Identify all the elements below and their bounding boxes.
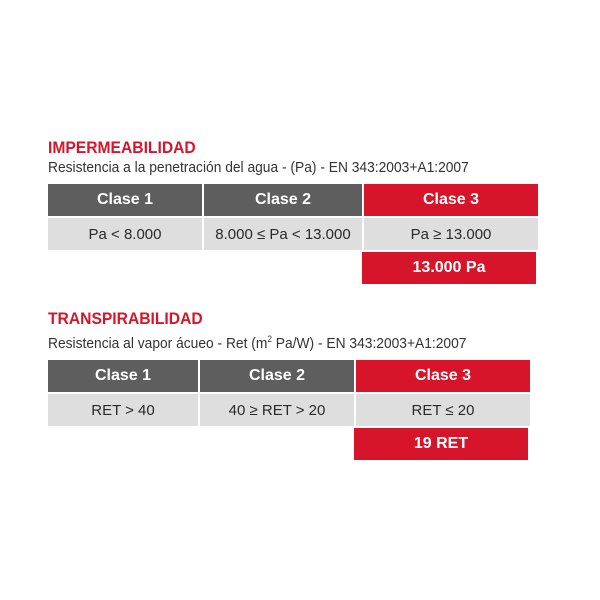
header-clase-1: Clase 1 bbox=[48, 360, 198, 392]
table-header-row bbox=[48, 360, 558, 392]
impermeabilidad-section bbox=[48, 138, 558, 284]
value-clase-3: RET ≤ 20 bbox=[356, 394, 530, 426]
header-clase-3: Clase 3 bbox=[356, 360, 530, 392]
table-header-row bbox=[48, 184, 558, 216]
header-clase-1: Clase 1 bbox=[48, 184, 202, 216]
table-values-row bbox=[48, 394, 558, 426]
table-result-row bbox=[48, 428, 558, 460]
value-clase-2: 8.000 ≤ Pa < 13.000 bbox=[204, 218, 362, 250]
table-result-row bbox=[48, 252, 558, 284]
value-clase-1: RET > 40 bbox=[48, 394, 198, 426]
header-clase-2: Clase 2 bbox=[204, 184, 362, 216]
result-badge: 19 RET bbox=[354, 428, 528, 460]
transpirabilidad-table bbox=[48, 360, 558, 460]
header-clase-2: Clase 2 bbox=[200, 360, 354, 392]
value-clase-2: 40 ≥ RET > 20 bbox=[200, 394, 354, 426]
transpirabilidad-title: TRANSPIRABILIDAD bbox=[48, 309, 203, 328]
impermeabilidad-table bbox=[48, 184, 558, 284]
result-badge: 13.000 Pa bbox=[362, 252, 536, 284]
impermeabilidad-title: IMPERMEABILIDAD bbox=[48, 138, 196, 157]
header-clase-3: Clase 3 bbox=[364, 184, 538, 216]
impermeabilidad-subtitle: Resistencia a la penetración del agua - (Pa) - EN 343:2003+A1:2007 bbox=[48, 159, 469, 176]
transpirabilidad-section bbox=[48, 309, 558, 460]
value-clase-3: Pa ≥ 13.000 bbox=[364, 218, 538, 250]
table-values-row bbox=[48, 218, 558, 250]
value-clase-1: Pa < 8.000 bbox=[48, 218, 202, 250]
transpirabilidad-subtitle: Resistencia al vapor ácueo - Ret ($m^2$ Pa/W) - EN 343:2003+A1:2007 bbox=[48, 334, 467, 352]
